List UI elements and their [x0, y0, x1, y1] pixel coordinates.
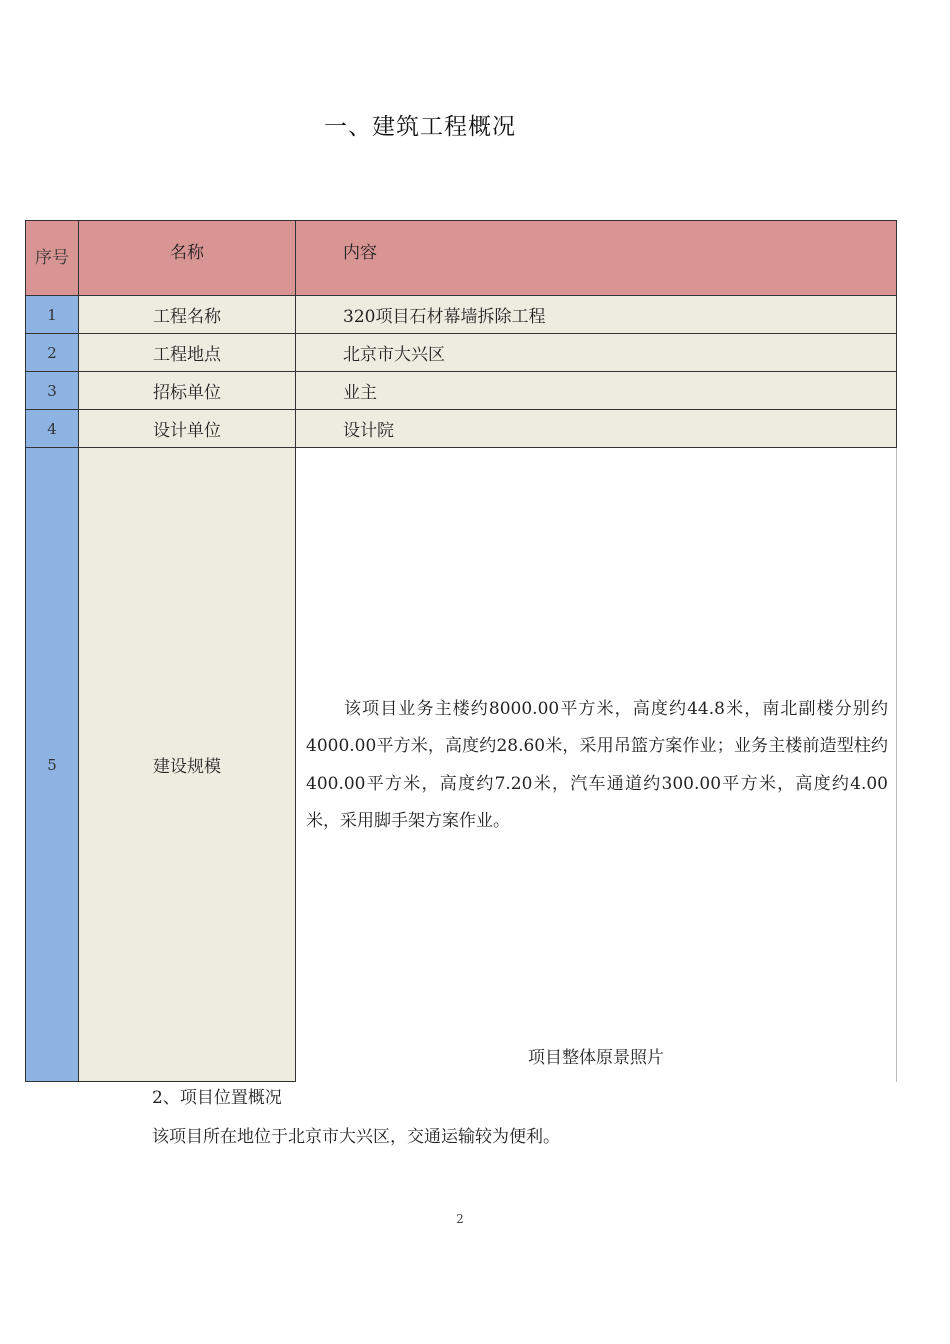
row-num: 3 [26, 372, 79, 410]
section-text: 该项目所在地位于北京市大兴区，交通运输较为便利。 [152, 1127, 560, 1147]
row-content: 北京市大兴区 [296, 334, 897, 372]
scale-description-cell [296, 448, 897, 1082]
row-content: 业主 [296, 372, 897, 410]
table-row [26, 296, 897, 334]
row-name: 工程地点 [79, 334, 296, 372]
row-name: 建设规模 [79, 448, 296, 1082]
table-row-scale [26, 448, 897, 1082]
row-name: 招标单位 [79, 372, 296, 410]
project-overview-table [25, 220, 897, 1082]
row-name: 工程名称 [79, 296, 296, 334]
header-num: 序号 [26, 221, 79, 296]
photo-caption: 项目整体原景照片 [528, 1047, 664, 1068]
header-content: 内容 [296, 221, 897, 296]
scale-description: 该项目业务主楼约8000.00平方米，高度约44.8米，南北副楼分别约4000.00平方米，高度约28.60米，采用吊篮方案作业；业务主楼前造型柱约400.00平方米，高度约7.20米，汽车通道约300.00平方米，高度约4.00米，采用脚手架方案作业。 [306, 698, 888, 832]
section-heading: 2、项目位置概况 [152, 1088, 282, 1108]
row-content: 设计院 [296, 410, 897, 448]
row-num: 4 [26, 410, 79, 448]
page-number: 2 [456, 1212, 464, 1226]
table-header-row [26, 221, 897, 296]
table-row [26, 410, 897, 448]
row-num: 1 [26, 296, 79, 334]
table-row [26, 334, 897, 372]
row-content: 320项目石材幕墙拆除工程 [296, 296, 897, 334]
row-num: 5 [26, 448, 79, 1082]
row-name: 设计单位 [79, 410, 296, 448]
table-row [26, 372, 897, 410]
row-num: 2 [26, 334, 79, 372]
header-name: 名称 [79, 221, 296, 296]
page-title: 一、建筑工程概况 [324, 114, 516, 140]
